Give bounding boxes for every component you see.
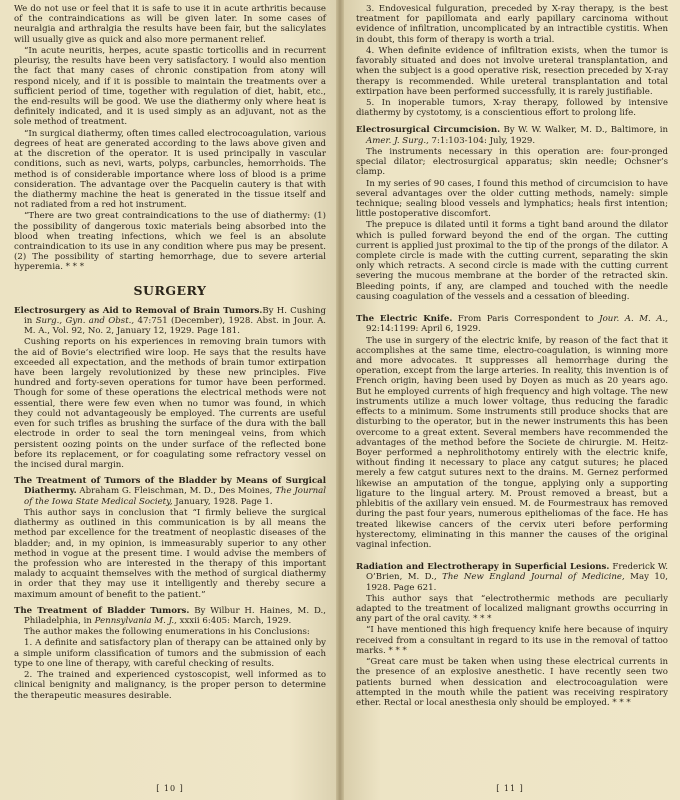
right-page: [340, 0, 680, 800]
paragraph: This author says in conclusion that “I firmly believe the surgical diathermy as outlined in this communication is by all means the method par excellence for the treatment of neoplastic diseases of the bladder; and, in my opinion, is immeasurably superior to any other method in vogue at the present time. I would advise the members of the profession who are interested in the therapy of this important malady to acquaint themselves with the method of surgical diathermy in order that they may use it intelligently and thereby secure a maximum amount of benefit to the patient.”: [14, 507, 326, 600]
list-item: 2. The trained and experienced cystoscopist, well informed as to clinical benignity and malignancy, is the proper person to determine the therapeutic measures desirable.: [14, 670, 326, 701]
page-number: [ 10 ]: [156, 784, 184, 793]
citation-text: 92:14:1199: April 6, 1929.: [366, 324, 481, 335]
list-item: 1. A definite and satisfactory plan of therapy can be attained only by a simple uniform classification of tumors and the submission of each type to one line of therapy, with careful checking of results.: [14, 638, 326, 669]
book-gutter: [336, 0, 344, 800]
paragraph: The prepuce is dilated until it forms a tight band around the dilator which is pulled forward beyond the end of the organ. The cutting current is applied just proximal to the tip of the prongs of the dilator. A complete circle is made with the cutting current, separating the skin only which retracts. A second circle is made with the cutting current severing the mucous membrane at the border of the retracted skin. Bleeding points, if any, are clamped and touched with the needle causing coagulation of the vessels and a cessation of bleeding.: [356, 220, 668, 302]
paragraph: In my series of 90 cases, I found this method of circumcision to have several advantages over the older cutting methods, namely: simple technique; sealing blood vessels and lymphatics; heals first intention; little postoperative discomfort.: [356, 178, 668, 220]
article-title: Radiation and Electrotherapy in Superficial Lesions.: [356, 562, 610, 573]
article-citation: [356, 125, 668, 145]
citation-text: Frederick W. O’Brien, M. D.,: [366, 562, 668, 583]
citation-text: 47:751 (December), 1928. Abst. in Jour. A. M. A., Vol. 92, No. 2, January 12, 1929. Page 181.: [24, 315, 327, 337]
article-title: The Treatment of Tumors of the Bladder by Means of Surgical Diathermy.: [14, 476, 326, 497]
journal-name: Jour. A. M. A.,: [599, 314, 668, 325]
paragraph: “In acute neuritis, herpes, acute spastic torticollis and in recurrent pleurisy, the results have been very satisfactory. I would also mention the fact that many cases of chronic constipation from atony will respond nicely, and if it is possible to maintain the treatments over a sufficient period of time, together with regulation of diet, habit, etc., the end-results will be good. We use the diathermy only where heat is definitely indicated, and it is used simply as an adjuvant, not as the sole method of treatment.: [14, 45, 326, 128]
list-item: 4. When definite evidence of infiltration exists, when the tumor is favorably situated and does not involve ureteral transplantation, and when the subject is a good operative risk, resection preceded by X-ray therapy is recommended. While ureteral transplantation and total extirpation have been performed successfully, it is rarely justifiable.: [356, 45, 668, 97]
citation-text: By H. Cushing in: [24, 305, 326, 326]
article: [356, 562, 668, 708]
article: [14, 476, 326, 600]
journal-name: Amer. J. Surg.,: [366, 135, 429, 146]
paragraph: “In surgical diathermy, often times called electrocoagulation, various degrees of heat are generated according to the laws above given and at the discretion of the operator. It is used principally in vascular conditions, such as nevi, warts, polyps, carbuncles, hemorrhoids. The method is of considerable importance where loss of blood is a prime consideration. The advantage over the Pacquelin cautery is that with the diathermy machine the heat is generated in the tissue itself and not radiated from a red hot instrument.: [14, 128, 326, 211]
paragraph: “There are two great contraindications to the use of diathermy: (1) the possibility of dangerous toxic materials being absorbed into the blood when treating infections, which we feel is an absolute contraindication to its use in any condition where pus may be present. (2) The possibility of starting hemorrhage, due to severe arterial hyperemia. * * *: [14, 211, 326, 273]
paragraph: This author says that “electrothermic methods are peculiarly adapted to the treatment of localized malignant growths occurring in any part of the oral cavity. * * *: [356, 593, 668, 625]
article-title: The Electric Knife.: [356, 314, 453, 325]
article-citation: [14, 476, 326, 507]
journal-name: Pennsylvania M. J.,: [94, 616, 177, 627]
article-title: Electrosurgical Circumcision.: [356, 125, 501, 136]
page-number: [ 11 ]: [496, 784, 524, 793]
paragraph: The author makes the following enumerations in his Conclusions:: [24, 627, 310, 638]
paragraph: The instruments necessary in this operation are: four-pronged special dilator; electrosurgical apparatus; skin needle; Ochsner’s clamp.: [356, 146, 668, 178]
article-citation: [14, 306, 326, 337]
citation-text: May 10, 1928. Page 621.: [366, 572, 669, 593]
paragraph: “Great care must be taken when using these electrical currents in the presence of an explosive anesthetic. I have recently seen two patients burned when dessication and electrocoagulation were attempted in the mouth while the patient was receiving respiratory ether. Rectal or local anesthesia only should be employed. * * *: [356, 657, 668, 708]
journal-name: The New England Journal of Medicine,: [442, 572, 625, 583]
journal-name: The Journal of the Iowa State Medical Society,: [24, 486, 326, 507]
list-item: 5. In inoperable tumors, X-ray therapy, followed by intensive diathermy by cystotomy, is a conscientious effort to prolong life.: [356, 97, 668, 119]
article: [356, 125, 668, 302]
citation-text: By W. W. Walker, M. D., Baltimore, in: [500, 125, 668, 136]
section-title: SURGERY: [133, 282, 207, 298]
paragraph: Cushing reports on his experiences in removing brain tumors with the aid of Bovie’s electrified wire loop. He says that the results have exceeded all expectation, and the methods of brain tumor extirpation have been largely revolutionized by these new principles. Five hundred and forty-seven operations for tumor have been performed. Though for some of these operations the electrical methods were not essential, there were few even when no tumor was found, in which they could not advantageously be employed. The currents are useful even for such trifles as brushing the surface of the dura with the ball electrode in order to seal the torn meningeal veins, from which persistent oozing points on the under surface of the reflected bone before its replacement, or for coagulating some refractory vessel on the incised dural margin.: [14, 337, 326, 470]
paragraph: The use in surgery of the electric knife, by reason of the fact that it accomplishes at the same time, electro-coagulation, is winning more and more advocates. It suppresses all hemorrhage during the operation, except from the large arteries. In reality, this invention is of French origin, having been used by Doyen as much as 20 years ago. But he employed currents of high frequency and high voltage. The new instruments utilize a much lower voltage, thus reducing the faradic effects to a minimum. Some instruments still produce shocks that are disturbing to the operator, but in the newer instruments this has been overcome to a great extent. Several members have recommended the advantages of the method before the Societe de chirurgie. M. Heitz-Boyer performed a nephrolithotomy entirely with the electric knife, without finding it necessary to place any catgut sutures; he placed merely a few catgut sutures next to the drains. M. Gernez performed likewise an amputation of the tongue, applying only a supporting ligature to the lingual artery. M. Proust removed a breast, but a phlebitis of the axillary vein ensued. M. de Fourmestraux has removed during the past four years, numerous epitheliomas of the face. He has treated likewise cancers of the cervix uteri before performing hysterectomy, eliminating in this manner the causes of the original vaginal infection.: [356, 335, 668, 550]
article-citation: [356, 314, 668, 334]
journal-name: Surg., Gyn. and Obst.,: [35, 315, 135, 326]
citation-text: Abraham G. Fleischman, M. D., Des Moines,: [76, 486, 276, 497]
citation-text: January, 1928. Page 1.: [172, 496, 273, 507]
list-item: 3. Endovesical fulguration, preceded by X-ray therapy, is the best treatment for papillomata and early papillary carcinoma without evidence of infiltration, uncomplicated by an intractible cystitis. When in doubt, this form of therapy is worth a trial.: [356, 4, 668, 45]
citation-text: From Paris Correspondent to: [452, 314, 600, 325]
article-citation: [356, 562, 668, 593]
article-citation: [14, 606, 326, 626]
article: [356, 314, 668, 550]
citation-text: By Wilbur H. Haines, M. D., Philadelphia, in: [24, 605, 326, 627]
citation-text: 7:1:103-104: July, 1929.: [428, 135, 536, 146]
paragraph: “I have mentioned this high frequency knife here because of inquiry received from a consultant in regard to its use in the removal of tattoo marks. * * *: [356, 625, 668, 656]
paragraph: We do not use or feel that it is safe to use it in acute arthritis because of the contraindications as will be given later. In some cases of neuralgia and arthralgia the results have been fair, but the salicylates will usually give as quick and also more permanent relief.: [14, 4, 326, 45]
citation-text: xxxii 6:405: March, 1929.: [176, 616, 292, 627]
article: [14, 306, 326, 471]
article-title: Electrosurgery as Aid to Removal of Brain Tumors.: [14, 305, 263, 316]
article: [14, 606, 326, 701]
article-title: The Treatment of Bladder Tumors.: [14, 605, 190, 616]
